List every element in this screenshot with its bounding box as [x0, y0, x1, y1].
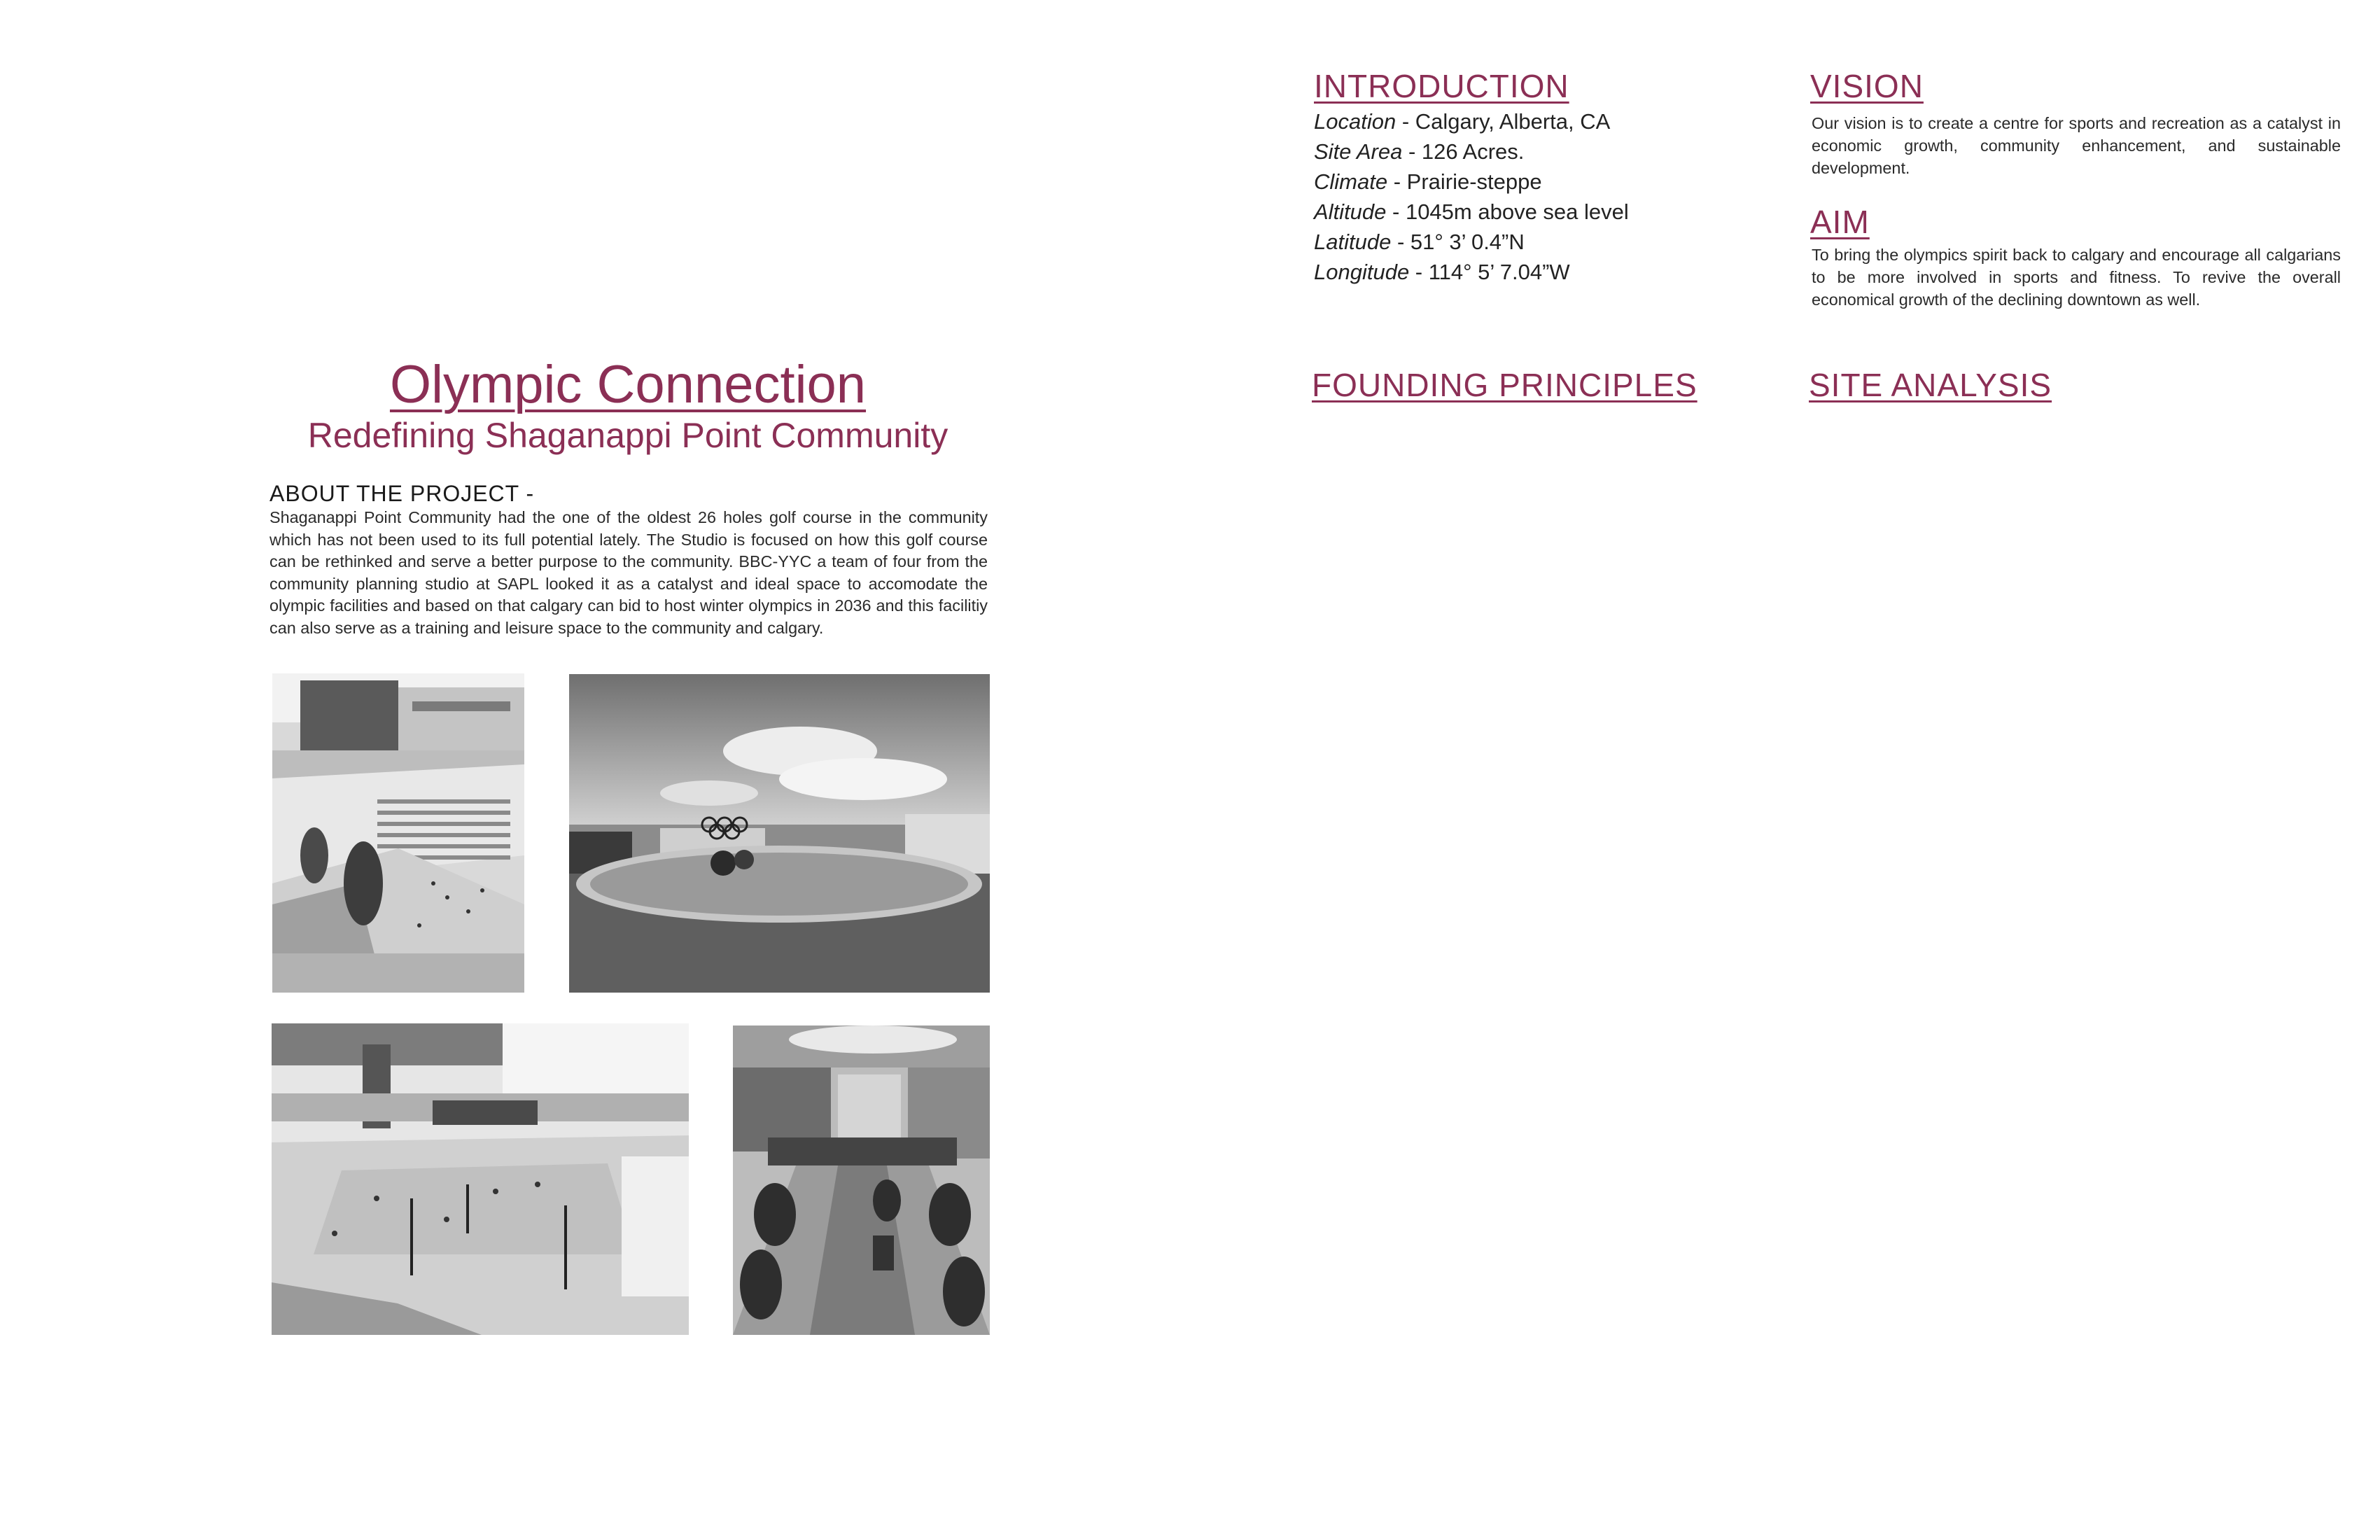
about-heading: ABOUT THE PROJECT -	[270, 481, 535, 506]
founding-principles-heading: FOUNDING PRINCIPLES	[1312, 367, 1698, 403]
vision-heading: VISION	[1810, 68, 1924, 104]
intro-item-longitude: Longitude - 114° 5’ 7.04”W	[1314, 260, 1570, 284]
intro-item-site-area: Site Area - 126 Acres.	[1314, 139, 1525, 164]
project-subtitle: Redefining Shaganappi Point Community	[307, 416, 948, 455]
project-title: Olympic Connection	[389, 355, 867, 414]
introduction-heading: INTRODUCTION	[1314, 68, 1569, 104]
intro-item-location: Location - Calgary, Alberta, CA	[1314, 109, 1611, 134]
render-terraced-plaza	[272, 673, 524, 993]
intro-item-altitude: Altitude - 1045m above sea level	[1314, 200, 1629, 224]
aim-heading: AIM	[1810, 204, 1870, 240]
render-olympic-rings-plaza	[569, 674, 990, 993]
intro-item-latitude: Latitude - 51° 3’ 0.4”N	[1314, 230, 1525, 254]
introduction-list	[1314, 106, 1762, 287]
aim-body: To bring the olympics spirit back to calgary and encourage all calgarians to be more involved in sports and fitness. To revive the overall economical growth of the declining downtown as well.	[1812, 246, 2341, 309]
vision-body: Our vision is to create a centre for sports and recreation as a catalyst in economic growth, community enhancement, and sustainable development.	[1812, 114, 2341, 177]
render-open-plaza	[272, 1023, 689, 1335]
site-analysis-heading: SITE ANALYSIS	[1809, 367, 2052, 403]
render-tree-promenade	[733, 1026, 990, 1335]
about-body: Shaganappi Point Community had the one of the oldest 26 holes golf course in the community which has not been used to its full potential lately. The Studio is focused on how this golf course can be rethinked and serve a better purpose to the community. BBC-YYC a team of four from the community planning studio at SAPL looked it as a catalyst and ideal space to accomodate the olympic facilities and based on that calgary can bid to host winter olympics in 2036 and this facilitiy can also serve as a training and leisure space to the community and calgary.	[270, 508, 988, 637]
intro-item-climate: Climate - Prairie-steppe	[1314, 169, 1542, 194]
